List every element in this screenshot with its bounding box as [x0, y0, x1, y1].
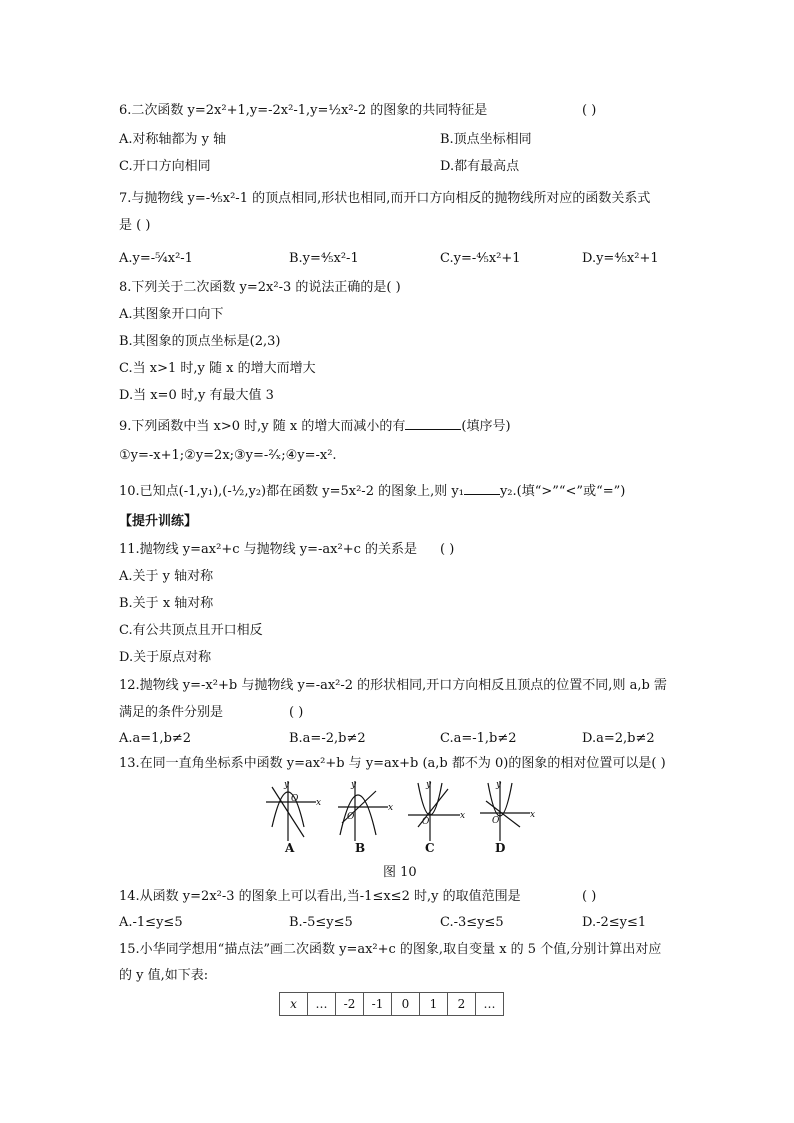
- graph-c: [408, 781, 460, 841]
- q9-stem-suffix: (填序号): [461, 419, 511, 434]
- graph-c-x-label: x: [460, 811, 466, 821]
- q12-stem: 12.抛物线 y=-x²+b 与抛物线 y=-ax²-2 的形状相同,开口方向相反且顶点的位置不同,则 a,b 需: [119, 678, 667, 693]
- q14-option-b: B.-5≤y≤5: [289, 915, 353, 930]
- figure-caption: 图 10: [383, 865, 417, 880]
- q7-option-c: C.y=-⁴⁄₅x²+1: [440, 251, 521, 266]
- q13-graph-label-d: D: [495, 841, 506, 855]
- q15-value-table: [279, 992, 504, 1016]
- graph-b-origin: O: [347, 812, 355, 822]
- q12-option-d: D.a=2,b≠2: [582, 731, 655, 746]
- q10-stem-suffix: y₂.(填“>”“<”或“=”): [499, 484, 626, 499]
- q9-stem-text: 9.下列函数中当 x>0 时,y 随 x 的增大而减小的有: [119, 419, 406, 434]
- q12-option-a: A.a=1,b≠2: [119, 731, 192, 746]
- q11-answer-paren: ( ): [440, 542, 455, 557]
- q13-stem: 13.在同一直角坐标系中函数 y=ax²+b 与 y=ax+b (a,b 都不为 0)的图象的相对位置可以是( ): [119, 756, 666, 771]
- graph-b-y-label: y: [351, 780, 357, 790]
- q15-stem-cont: 的 y 值,如下表:: [119, 968, 209, 983]
- q11-option-b: B.关于 x 轴对称: [119, 596, 214, 611]
- graph-d-y-label: y: [496, 780, 502, 790]
- q13-graph-label-a: A: [285, 841, 295, 855]
- q7-option-b: B.y=⁴⁄₅x²-1: [289, 251, 359, 266]
- q6-option-d: D.都有最高点: [440, 159, 520, 174]
- q13-graphs-svg: [258, 777, 538, 843]
- q6-option-c: C.开口方向相同: [119, 159, 211, 174]
- graph-d-origin: O: [492, 816, 500, 826]
- graph-b: [338, 781, 388, 841]
- q8-stem: 8.下列关于二次函数 y=2x²-3 的说法正确的是( ): [119, 280, 401, 295]
- q6-stem: 6.二次函数 y=2x²+1,y=-2x²-1,y=½x²-2 的图象的共同特征是: [119, 103, 488, 118]
- table-cell: 1: [420, 993, 448, 1016]
- q8-option-a: A.其图象开口向下: [119, 307, 224, 322]
- q9-function-list: ①y=-x+1;②y=2x;③y=-²⁄ₓ;④y=-x².: [119, 448, 337, 463]
- q11-option-a: A.关于 y 轴对称: [119, 569, 214, 584]
- q14-option-a: A.-1≤y≤5: [119, 915, 183, 930]
- q13-graph-label-b: B: [355, 841, 366, 855]
- q15-stem: 15.小华同学想用“描点法”画二次函数 y=ax²+c 的图象,取自变量 x 的 5 个值,分别计算出对应: [119, 942, 662, 957]
- q11-stem: 11.抛物线 y=ax²+c 与抛物线 y=-ax²+c 的关系是: [119, 542, 418, 557]
- q8-option-d: D.当 x=0 时,y 有最大值 3: [119, 388, 274, 403]
- graph-a: [266, 781, 316, 841]
- table-cell: 2: [448, 993, 476, 1016]
- graph-a-y-label: y: [284, 780, 290, 790]
- q14-stem: 14.从函数 y=2x²-3 的图象上可以看出,当-1≤x≤2 时,y 的取值范围是: [119, 889, 521, 904]
- table-cell: …: [476, 993, 504, 1016]
- q14-option-c: C.-3≤y≤5: [440, 915, 504, 930]
- q10-stem-text: 10.已知点(-1,y₁),(-½,y₂)都在函数 y=5x²-2 的图象上,则 y₁: [119, 484, 464, 499]
- q8-option-b: B.其图象的顶点坐标是(2,3): [119, 334, 281, 349]
- q12-answer-paren: ( ): [289, 705, 304, 720]
- graph-d: [480, 781, 530, 841]
- table-cell: x: [280, 993, 308, 1016]
- graph-a-origin: O: [291, 794, 299, 804]
- q7-stem-cont: 是 ( ): [119, 218, 151, 233]
- q11-option-d: D.关于原点对称: [119, 650, 212, 665]
- q10-answer-blank[interactable]: [464, 482, 500, 495]
- q12-option-b: B.a=-2,b≠2: [289, 731, 366, 746]
- graph-d-x-label: x: [530, 810, 536, 820]
- q10-stem: [119, 482, 625, 500]
- section-title-advanced: 【提升训练】: [119, 514, 198, 529]
- q12-stem-cont: 满足的条件分别是: [119, 705, 224, 720]
- q7-option-d: D.y=⁴⁄₅x²+1: [582, 251, 659, 266]
- q14-answer-paren: ( ): [582, 889, 597, 904]
- table-cell: -2: [336, 993, 364, 1016]
- graph-c-y-label: y: [426, 780, 432, 790]
- table-cell: -1: [364, 993, 392, 1016]
- q6-option-b: B.顶点坐标相同: [440, 132, 532, 147]
- q6-answer-paren: ( ): [582, 103, 597, 118]
- q13-graph-label-c: C: [425, 841, 435, 855]
- q7-stem: 7.与抛物线 y=-⁴⁄₅x²-1 的顶点相同,形状也相同,而开口方向相反的抛物线所对应的函数关系式: [119, 191, 651, 206]
- table-cell: …: [308, 993, 336, 1016]
- table-row: [280, 993, 504, 1016]
- q14-option-d: D.-2≤y≤1: [582, 915, 647, 930]
- q12-option-c: C.a=-1,b≠2: [440, 731, 517, 746]
- table-cell: 0: [392, 993, 420, 1016]
- graph-a-x-label: x: [316, 798, 322, 808]
- q8-option-c: C.当 x>1 时,y 随 x 的增大而增大: [119, 361, 316, 376]
- q11-option-c: C.有公共顶点且开口相反: [119, 623, 263, 638]
- q7-option-a: A.y=-⁵⁄₄x²-1: [119, 251, 193, 266]
- q9-answer-blank[interactable]: [405, 417, 461, 430]
- q6-option-a: A.对称轴都为 y 轴: [119, 132, 227, 147]
- q9-stem: [119, 417, 511, 435]
- graph-c-origin: O: [422, 817, 430, 827]
- graph-b-x-label: x: [388, 803, 394, 813]
